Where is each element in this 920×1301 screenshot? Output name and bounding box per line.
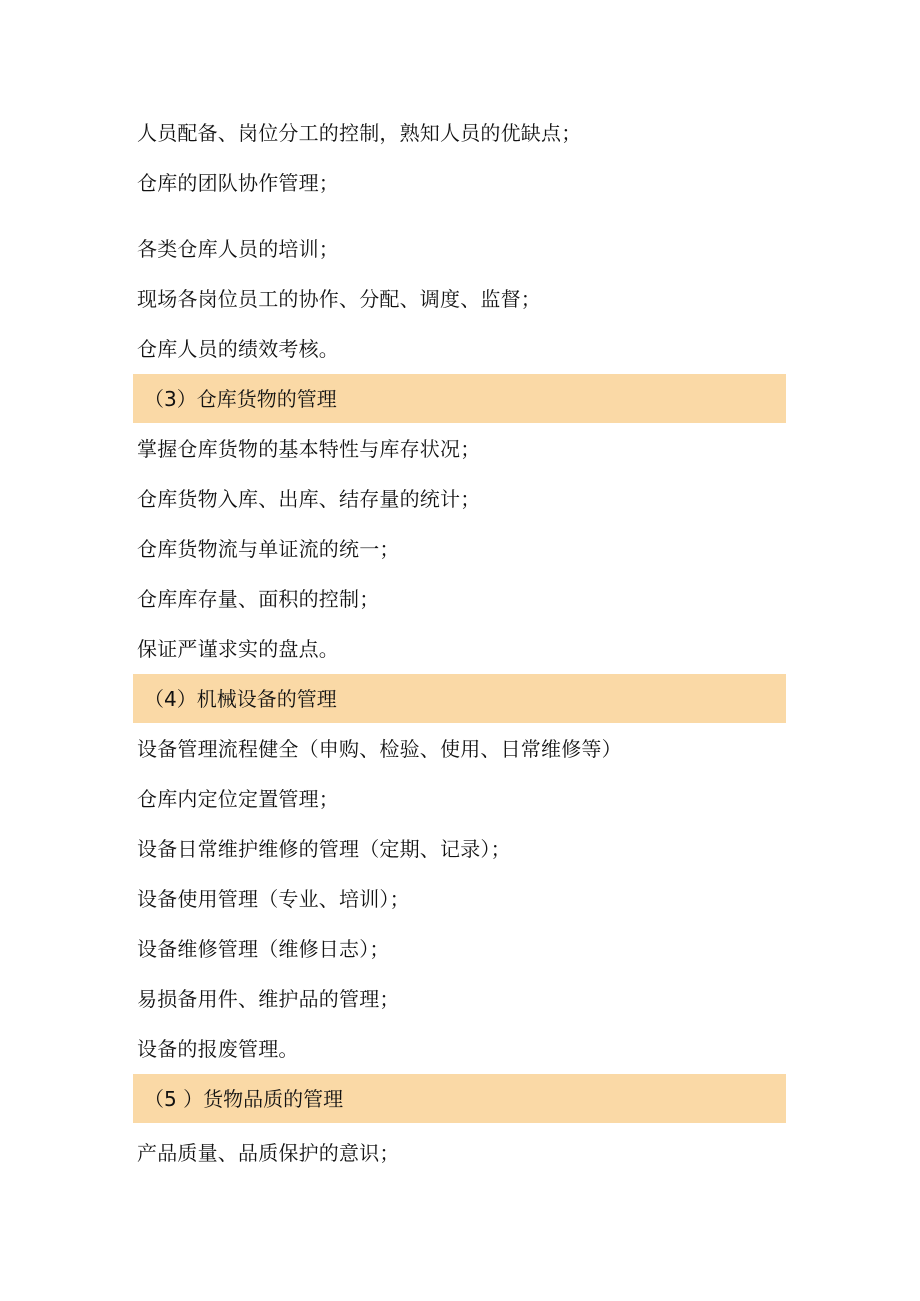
- section-heading: （4）机械设备的管理: [144, 687, 337, 711]
- section-heading: （5 ）货物品质的管理: [144, 1087, 344, 1111]
- text-line: 仓库人员的绩效考核。: [137, 337, 339, 361]
- text-line: 设备管理流程健全（申购、检验、使用、日常维修等）: [137, 737, 622, 761]
- text-line: 设备的报废管理。: [137, 1037, 299, 1061]
- text-line: 设备日常维护维修的管理（定期、记录）；: [137, 837, 511, 861]
- text-line: 仓库的团队协作管理；: [137, 171, 339, 195]
- text-line: 仓库货物入库、出库、结存量的统计；: [137, 487, 481, 511]
- text-line: 掌握仓库货物的基本特性与库存状况；: [137, 437, 481, 461]
- text-line: 易损备用件、维护品的管理；: [137, 987, 400, 1011]
- text-line: 仓库内定位定置管理；: [137, 787, 339, 811]
- section-heading: （3）仓库货物的管理: [144, 387, 337, 411]
- text-line: 仓库货物流与单证流的统一；: [137, 537, 400, 561]
- section-heading-band: [133, 1074, 786, 1123]
- text-line: 仓库库存量、面积的控制；: [137, 587, 380, 611]
- text-line: 现场各岗位员工的协作、分配、调度、监督；: [137, 287, 541, 311]
- text-line: 保证严谨求实的盘点。: [137, 637, 339, 661]
- text-line: 人员配备、岗位分工的控制，熟知人员的优缺点；: [137, 121, 582, 145]
- text-line: 产品质量、品质保护的意识；: [137, 1141, 400, 1165]
- text-line: 各类仓库人员的培训；: [137, 237, 339, 261]
- text-line: 设备维修管理（维修日志）；: [137, 937, 390, 961]
- text-line: 设备使用管理（专业、培训）；: [137, 887, 410, 911]
- section-heading-band: [133, 674, 786, 723]
- section-heading-band: [133, 374, 786, 423]
